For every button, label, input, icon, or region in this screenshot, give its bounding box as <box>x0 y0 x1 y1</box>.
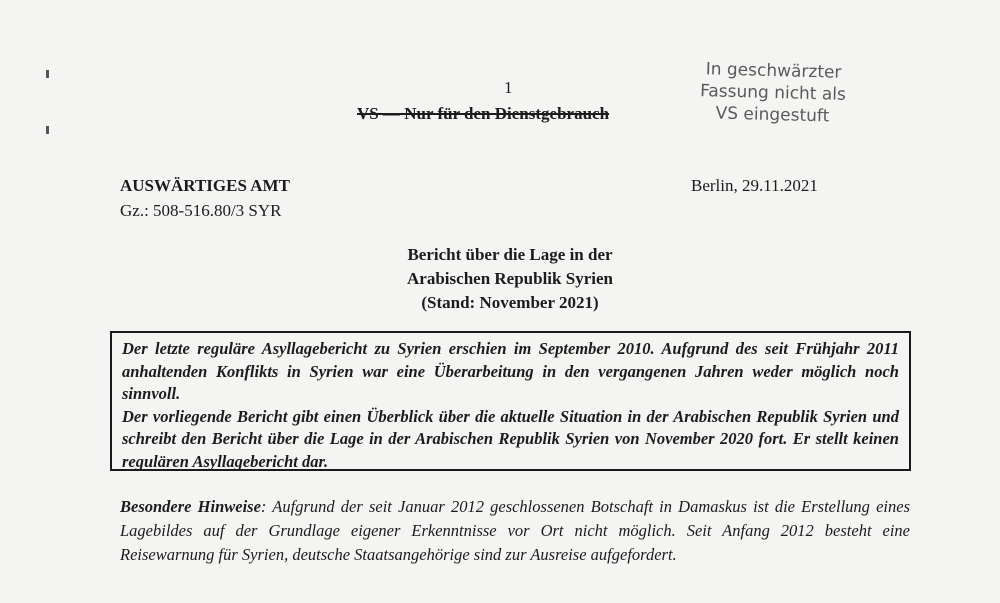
stamp-line: Fassung nicht als <box>699 81 847 105</box>
special-notes <box>120 495 910 567</box>
notice-paragraph: Der letzte reguläre Asyllagebericht zu Syrien erschien im September 2010. Aufgrund des seit Frühjahr 2011 anhaltenden Konflikts in Syrien war eine Überarbeitung in den vergangenen Jahren weder möglich noch sinnvoll. <box>122 339 899 403</box>
reference-number: Gz.: 508-516.80/3 SYR <box>120 201 282 220</box>
document-title <box>300 243 720 315</box>
title-line: (Stand: November 2021) <box>421 293 599 312</box>
notes-text: : Aufgrund der seit Januar 2012 geschlossenen Botschaft in Damaskus ist die Erstellung eines Lagebildes auf der Grundlage eigener Erkenntnisse vor Ort nicht möglich. Seit Anfang 2012 besteht eine Reisewarnung für Syrien, deutsche Staatsangehörige sind zur Ausreise aufgefordert. <box>120 497 910 564</box>
notes-heading: Besondere Hinweise <box>120 497 261 516</box>
classification-marking: VS — Nur für den Dienstgebrauch <box>357 104 610 123</box>
notice-box <box>110 331 911 471</box>
page-number: 1 <box>504 78 513 97</box>
place-date: Berlin, 29.11.2021 <box>691 176 818 195</box>
sender-office: AUSWÄRTIGES AMT <box>120 176 290 195</box>
punch-mark <box>46 126 49 134</box>
title-line: Bericht über die Lage in der <box>407 245 613 264</box>
notice-paragraph: Der vorliegende Bericht gibt einen Überblick über die aktuelle Situation in der Arabischen Republik Syrien und schreibt den Bericht über die Lage in der Arabischen Republik Syrien von November 2020 fort. Er stellt keinen regulären Asyllagebericht dar. <box>122 406 899 471</box>
stamp-line: VS eingestuft <box>715 103 830 127</box>
declassification-stamp <box>677 58 869 129</box>
stamp-line: In geschwärzter <box>705 59 842 83</box>
punch-mark <box>46 70 49 78</box>
title-line: Arabischen Republik Syrien <box>407 269 613 288</box>
